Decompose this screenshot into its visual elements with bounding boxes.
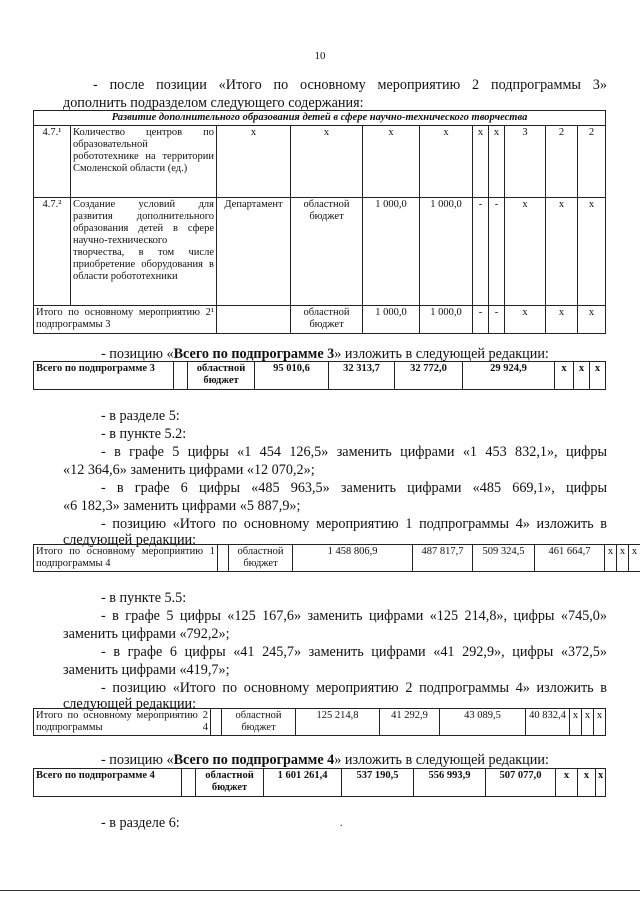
row-name: Всего по подпрограмме 4 [34,769,182,797]
subsection-header: Развитие дополнительного образования детей в сфере научно-технического творчества [34,111,606,126]
row-total: 125 214,8 [296,709,380,736]
row-x2: х [578,769,596,797]
section5-line-7: - позицию «Итого по основному мероприятию 1 подпрограммы 4» изложить в [101,516,607,532]
row-total: 1 000,0 [363,198,420,306]
row-total: х [363,126,420,198]
total4-table [33,768,606,797]
total4-pre: - позицию « [101,752,174,768]
section5-line-8: следующей редакции: [63,532,197,548]
table-row [34,709,606,736]
table-header-row [34,111,606,126]
row-name: Всего по подпрограмме 3 [34,362,174,390]
row-total: 1 458 806,9 [293,545,413,572]
row-year3: х [489,126,505,198]
row-x3: х [590,362,606,390]
row-name: Итого по основному мероприятию 2 подпрограммы 4 [34,709,211,736]
row-year2: 43 089,5 [440,709,526,736]
table-row [34,126,606,198]
empty-cell [211,709,222,736]
row-source: областной бюджет [291,306,363,334]
row-total: 95 010,6 [255,362,329,390]
row-source: областной бюджет [229,545,293,572]
row-x3: х [594,709,606,736]
empty-cell [182,769,196,797]
row-year1: 1 000,0 [420,198,473,306]
row-year1: 32 313,7 [329,362,395,390]
table-row [34,198,606,306]
section5-line-6: «6 182,3» заменить цифрами «5 887,9»; [63,498,301,514]
row-ind2: 2 [546,126,578,198]
row-ind3: х [578,306,606,334]
total4-bold: Всего по подпрограмме 4 [173,752,335,768]
row-x3: х [629,545,640,572]
row-year1: х [420,126,473,198]
row-total: 1 601 261,4 [264,769,342,797]
row-ind1: х [505,198,546,306]
row-x2: х [574,362,590,390]
row-year3: - [489,198,505,306]
total3-bold: Всего по подпрограмме 3 [173,346,335,362]
section55-line-3: заменить цифрами «792,2»; [63,626,230,642]
row-executor: х [217,126,291,198]
section55-line-1: - в пункте 5.5: [101,590,187,606]
section55-line-2: - в графе 5 цифры «125 167,6» заменить цифрами «125 214,8», цифры «745,0» [101,608,607,624]
total3-pre: - позицию « [101,346,174,362]
row-year1: 1 000,0 [420,306,473,334]
row-executor [217,306,291,334]
row-year2: - [473,198,489,306]
section5-line-3: - в графе 5 цифры «1 454 126,5» заменить цифрами «1 453 832,1», цифры [101,444,607,460]
row-x1: х [570,709,582,736]
section5-line-1: - в разделе 5: [101,408,180,424]
section55-line-5: заменить цифрами «419,7»; [63,662,230,678]
section55-line-6: - позицию «Итого по основному мероприятию 2 подпрограммы 4» изложить в [101,680,607,696]
row-year1: 487 817,7 [413,545,473,572]
row-year3: 40 832,4 [526,709,570,736]
row-name: Создание условий для развития дополнительного образования детей в сфере научно-технического творчества, в том числе приобретение оборудования в области робототехники [71,198,217,306]
row-ind3: 2 [578,126,606,198]
row-year3: - [489,306,505,334]
total4-post: » изложить в следующей редакции: [334,752,549,768]
table-row [34,545,640,572]
stray-mark: . [340,818,343,829]
total-measure1-table [33,544,640,572]
row-year1: 41 292,9 [380,709,440,736]
row-name: Итого по основному мероприятию 2¹ подпрограммы 3 [34,306,217,334]
row-number: 4.7.¹ [34,126,71,198]
row-ind2: х [546,198,578,306]
subsection-table [33,110,606,334]
intro-line-2: дополнить подразделом следующего содержания: [63,95,364,111]
row-ind1: 3 [505,126,546,198]
row-year2: 556 993,9 [414,769,486,797]
section5-line-2: - в пункте 5.2: [101,426,187,442]
row-ind3: х [578,198,606,306]
row-year3: 29 924,9 [463,362,555,390]
row-x2: х [617,545,629,572]
row-number: 4.7.² [34,198,71,306]
footer-divider [0,890,640,891]
page-number: 10 [314,50,326,62]
row-ind1: х [505,306,546,334]
row-year2: - [473,306,489,334]
intro-line-1: - после позиции «Итого по основному мероприятию 2 подпрограммы 3» [93,77,607,93]
total4-paragraph [101,752,549,769]
row-x1: х [555,362,574,390]
row-source: областной бюджет [291,198,363,306]
row-source: областной бюджет [196,769,264,797]
row-source: областной бюджет [222,709,296,736]
row-year2: 509 324,5 [473,545,535,572]
row-ind2: х [546,306,578,334]
row-year3: 461 664,7 [535,545,605,572]
section6-line-1: - в разделе 6: [101,815,180,831]
row-year2: 32 772,0 [395,362,463,390]
section55-line-4: - в графе 6 цифры «41 245,7» заменить цифрами «41 292,9», цифры «372,5» [101,644,607,660]
row-x3: х [596,769,606,797]
empty-cell [174,362,188,390]
row-year2: х [473,126,489,198]
empty-cell [218,545,229,572]
section5-line-5: - в графе 6 цифры «485 963,5» заменить цифрами «485 669,1», цифры [101,480,607,496]
row-year3: 507 077,0 [486,769,556,797]
row-name: Итого по основному мероприятию 1 подпрограммы 4 [34,545,218,572]
row-year1: 537 190,5 [342,769,414,797]
table-row [34,362,606,390]
total3-post: » изложить в следующей редакции: [334,346,549,362]
row-executor: Департамент [217,198,291,306]
row-x1: х [556,769,578,797]
row-name: Количество центров по образовательной робототехнике на территории Смоленской области (ед.) [71,126,217,198]
table-row [34,769,606,797]
row-x2: х [582,709,594,736]
section5-line-4: «12 364,6» заменить цифрами «12 070,2»; [63,462,315,478]
total-measure2-table [33,708,606,736]
row-source: х [291,126,363,198]
total3-table [33,361,606,390]
section55-line-7: следующей редакции: [63,696,197,712]
row-x1: х [605,545,617,572]
row-total: 1 000,0 [363,306,420,334]
table-row [34,306,606,334]
row-source: областной бюджет [188,362,255,390]
